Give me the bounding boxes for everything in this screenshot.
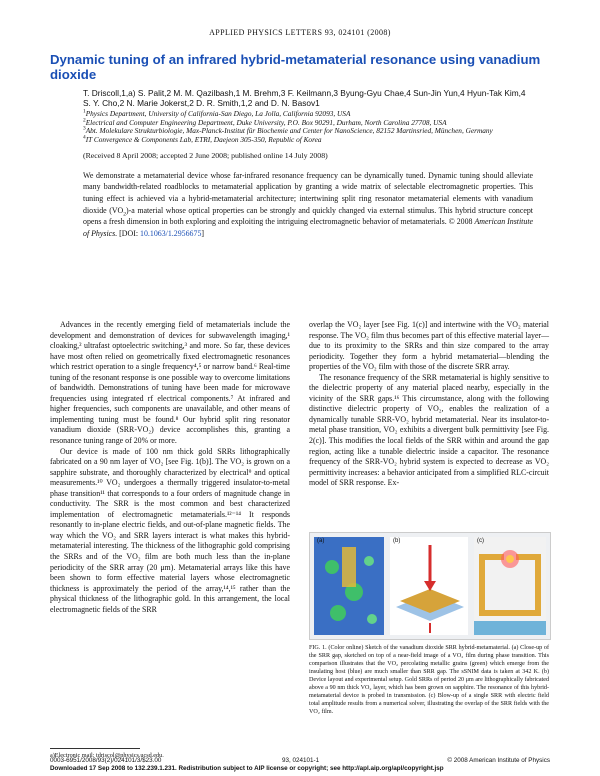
near-field-image [314, 537, 384, 635]
doi-link[interactable]: 10.1063/1.2956675 [140, 228, 202, 238]
received-dates: (Received 8 April 2008; accepted 2 June 2008; published online 14 July 2008) [83, 150, 328, 160]
paragraph: overlap the VO₂ layer [see Fig. 1(c)] and intertwine with the VO₂ material response. The VO₂ film thus becomes part of this effective material layer—due to its proximity to the SRRs and thin size compared to the array periodicity. Together they form a hybrid metamaterial—blending the properties of the VO₂ film with those of the discrete SRR array. [309, 320, 549, 372]
download-notice: Downloaded 17 Sep 2008 to 132.239.1.231. Redistribution subject to AIP license or copyright; see http://apl.aip.org/apl/copyright.jsp [50, 765, 444, 772]
affiliation-1: $^1$Physics Department, University of California-San Diego, La Jolla, California 92093, USA [83, 108, 351, 118]
srr-field-simulation [474, 537, 546, 635]
footer-page: 93, 024101-1 [282, 757, 320, 764]
abstract: We demonstrate a metamaterial device whose far-infrared resonance frequency can be dynamically tuned. Dynamic tuning should alleviate many bandwidth-related roadblocks to metamaterial application by granting a wide matrix of selectable electromagnetic properties. This tuning effect is achieved via a hybrid-metamaterial architecture; intertwining split ring resonator metamaterial elements with vanadium dioxide $(VO_2)-a$ material whose optical properties can be strongly and quickly changed via external stimulus. This hybrid structure concept opens a fresh dimension in both exploring and exploiting the intriguing electromagnetic behavior of metamaterials. © 2008 American Institute of Physics. [DOI: 10.1063/1.2956675] [83, 170, 534, 238]
panel-label-b: (b) [393, 538, 401, 544]
front-matter [83, 88, 533, 239]
footnote: a)Electronic mail: tdriscol@physics.ucsd.edu. [50, 752, 164, 759]
figure-1-caption: FIG. 1. (Color online) Sketch of the vanadium dioxide SRR hybrid-metamaterial. (a) Close-up of the SRR gap, sketched on top of a near-field image of a VO₂ film during phase transition. This comparison illustrates that the VO₂ percolating metallic grains (green) which emerge from the insulating host (blue) are much smaller than SRR gap. The sSNIM data is taken at 342 K. (b) Device layout and experimental setup. Gold SRRs of period 20 μm are lithographically fabricated above a 90 nm thick VO₂ layer, which has been grown on sapphire. The resonance of this hybrid-metamaterial device is probed in transmission. (c) Blow-up of a single SRR with electric field total amplitude results from a numerical solver, illustrating the overlap of the SRR fields with the VO₂ film. [309, 645, 549, 715]
affiliation-3: $^3$Abt. Molekulare Strukturbiologie, Max-Planck-Institut für Biochemie and Center for NanoScience, 82152 Martinsried, München, Germany [83, 125, 493, 136]
footer-issn: 0003-6951/2008/93(2)/024101/3/$23.00 [50, 757, 162, 764]
running-head: APPLIED PHYSICS LETTERS 93, 024101 (2008) [209, 28, 391, 37]
figure-panel-b [390, 537, 468, 635]
footer-copyright: © 2008 American Institute of Physics [447, 757, 550, 764]
paragraph: Our device is made of 100 nm thick gold SRRs lithographically fabricated on a 90 nm layer of VO₂ [see Fig. 1(b)]. The VO₂ is grown on a sapphire substrate, and thoroughly characterized by electrical⁹ and optical measurements.¹⁰ VO₂ undergoes a thermally triggered insulator-to-metal phase transition¹¹ that corresponds to a four orders of magnitude change in conductivity. The SRR is the most common and best characterized implementation of electromagnetic metamaterials.¹²⁻¹⁴ It responds resonantly to in-plane electric fields, and out-of-plane magnetic fields. The way which the VO₂ and SRR layers interact is what makes this hybrid-metamaterial interesting. The thickness of the lithographic gold comprising the SRRs and of the VO₂ film are both much less than the in-plane periodicity of the SRR array (20 μm). Metamaterial arrays like this have been shown to form effective material layers whose electromagnetic thickness is approximately the period of the array,¹⁴,¹⁵ rather than the physical thickness of the lithographic gold. In this arrangement, the local electromagnetic fields of the SRR [50, 446, 290, 614]
panel-label-a: (a) [317, 538, 325, 544]
device-layout-sketch [390, 537, 468, 635]
figure-panel-c [474, 537, 546, 635]
affiliations [83, 110, 533, 145]
paragraph: Advances in the recently emerging field of metamaterials include the development and demonstration of devices for subwavelength imaging,¹ cloaking,² ultrafast optoelectric switching,³ and more. So far, these devices have most often relied on geometrically fixed electromagnetic resonances which restrict operation to a single frequency⁴,⁵ or narrow band.⁶ Real-time tuning of the resonant response is one possible way to overcome limitations of bandwidth. Demonstrations of tuning have been made for microwave frequencies using integrated rf electrical components.⁷ At infrared and higher frequencies, such components are unavailable, and other means of implementing tuning must be found.⁸ Our hybrid split ring resonator vanadium dioxide (SRR-VO₂) device accomplishes this, granting a resonance tuning range of 20% or more. [50, 320, 290, 446]
figure-panel-a [314, 537, 384, 635]
body-column-left [50, 320, 290, 615]
article-title: Dynamic tuning of an infrared hybrid-metamaterial resonance using vanadium dioxide [50, 52, 541, 82]
figure-1 [309, 532, 551, 640]
panel-label-c: (c) [477, 538, 484, 544]
author-list: T. Driscoll,1,a) S. Palit,2 M. M. Qazilbash,1 M. Brehm,3 F. Keilmann,3 Byung-Gyu Chae,4 Sun-Jin Yun,4 Hyun-Tak Kim,4 S. Y. Cho,2 N. Marie Jokerst,2 D. R. Smith,1,2 and D. N. Basov1 [83, 88, 526, 109]
body-column-right [309, 320, 549, 489]
affiliation-2: $^2$Electrical and Computer Engineering Department, Duke University, P.O. Box 90291, Durham, North Carolina 27708, USA [83, 117, 447, 127]
paragraph: The resonance frequency of the SRR metamaterial is highly sensitive to the dielectric property of any material placed nearby, especially in the vicinity of the SRR gaps.¹⁶ This circumstance, along with the following distinctive dielectric property of VO₂, enables the realization of a dynamically tunable SRR-VO₂ hybrid metamaterial. Near its insulator-to-metal phase transition, VO₂ exhibits a divergent bulk permittivity [see Fig. 2(c)]. This modifies the local fields of the SRR within and around the gap region, acting like a tunable dielectric inside a capacitor. The resonance frequency of the SRR-VO₂ hybrid system is expected to decrease as VO₂ permittivity increases: a behavior anticipated from a simplified RLC-circuit model of SRR response. Ex- [309, 372, 549, 488]
affiliation-4: $^4$IT Convergence & Components Lab, ETRI, Daejeon 305-350, Republic of Korea [83, 134, 322, 144]
footnote-rule [50, 748, 140, 749]
